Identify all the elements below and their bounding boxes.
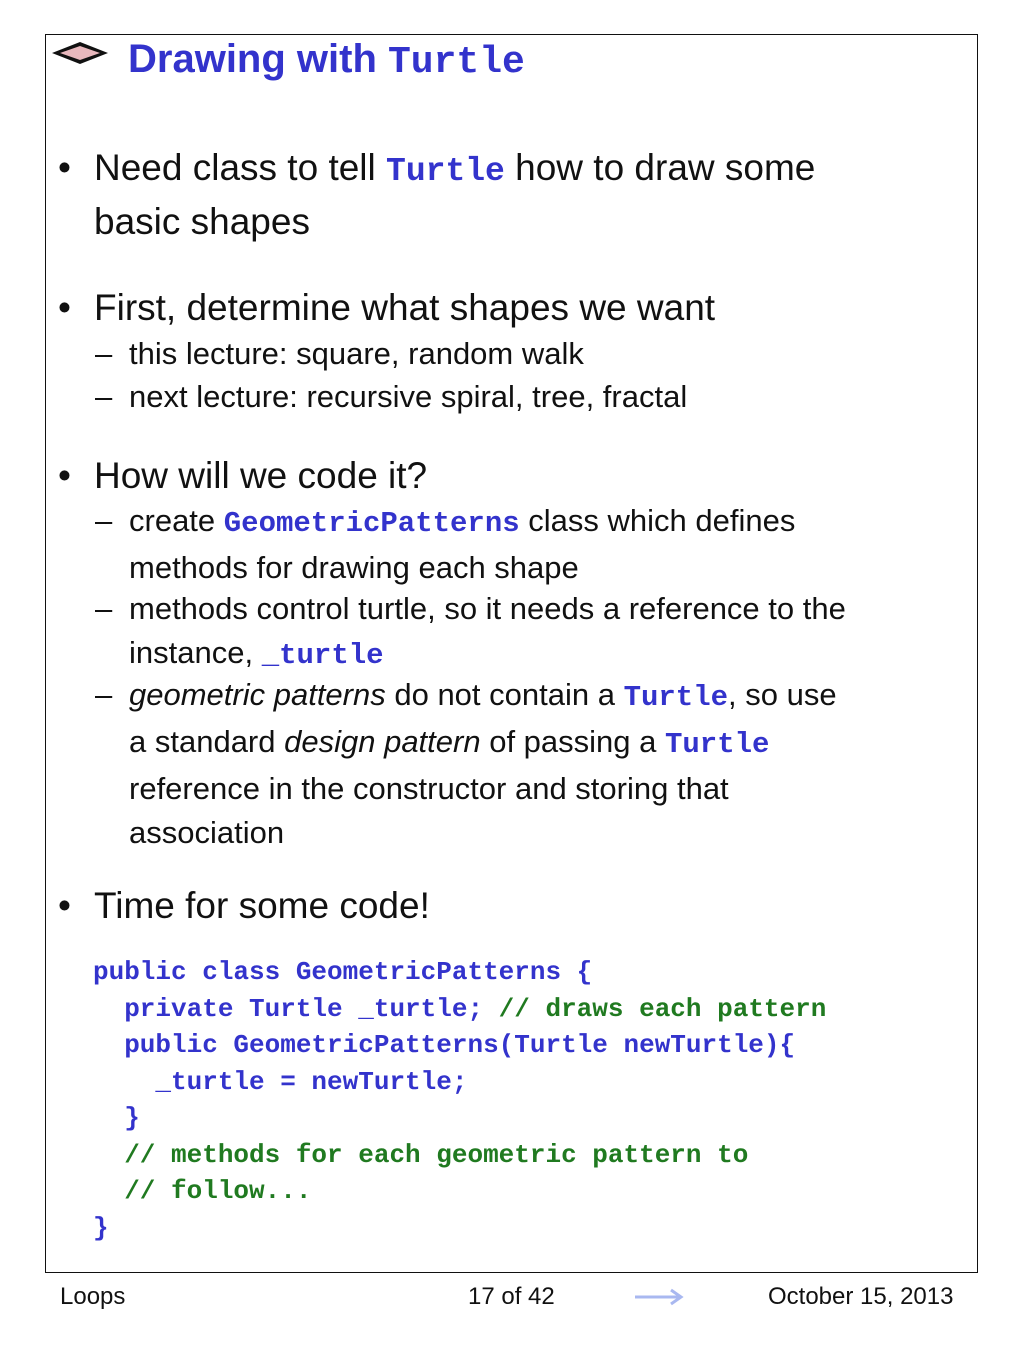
code-line-1: public class GeometricPatterns { bbox=[93, 957, 593, 987]
title-code: Turtle bbox=[388, 41, 525, 84]
code-line-4: _turtle = newTurtle; bbox=[93, 1066, 468, 1097]
code-line-8: } bbox=[93, 1212, 109, 1243]
title-text: Drawing with bbox=[128, 37, 388, 81]
bullet-3-text: How will we code it? bbox=[94, 455, 428, 496]
footer-left: Loops bbox=[60, 1283, 126, 1310]
code-block bbox=[93, 954, 826, 1246]
bullet-1-text: Need class to tell Turtle how to draw some basic shapes bbox=[94, 147, 816, 242]
footer-page: 17 of 42 bbox=[468, 1283, 555, 1310]
code-comment-1: // draws each pattern bbox=[498, 993, 827, 1024]
right-arrow-icon[interactable] bbox=[633, 1286, 685, 1308]
code-line-6: // methods for each geometric pattern to bbox=[93, 1139, 749, 1170]
bullet-2-text: First, determine what shapes we want bbox=[94, 287, 716, 328]
code-line-2: private Turtle _turtle; bbox=[93, 993, 499, 1024]
code-line-7: // follow... bbox=[93, 1176, 312, 1206]
slide-title bbox=[128, 37, 525, 84]
diamond-icon bbox=[50, 40, 110, 66]
footer-date: October 15, 2013 bbox=[768, 1283, 954, 1310]
bullet-4-text: Time for some code! bbox=[94, 885, 430, 926]
code-line-3: public GeometricPatterns(Turtle newTurtle){ bbox=[93, 1030, 796, 1060]
code-line-5: } bbox=[93, 1103, 140, 1133]
